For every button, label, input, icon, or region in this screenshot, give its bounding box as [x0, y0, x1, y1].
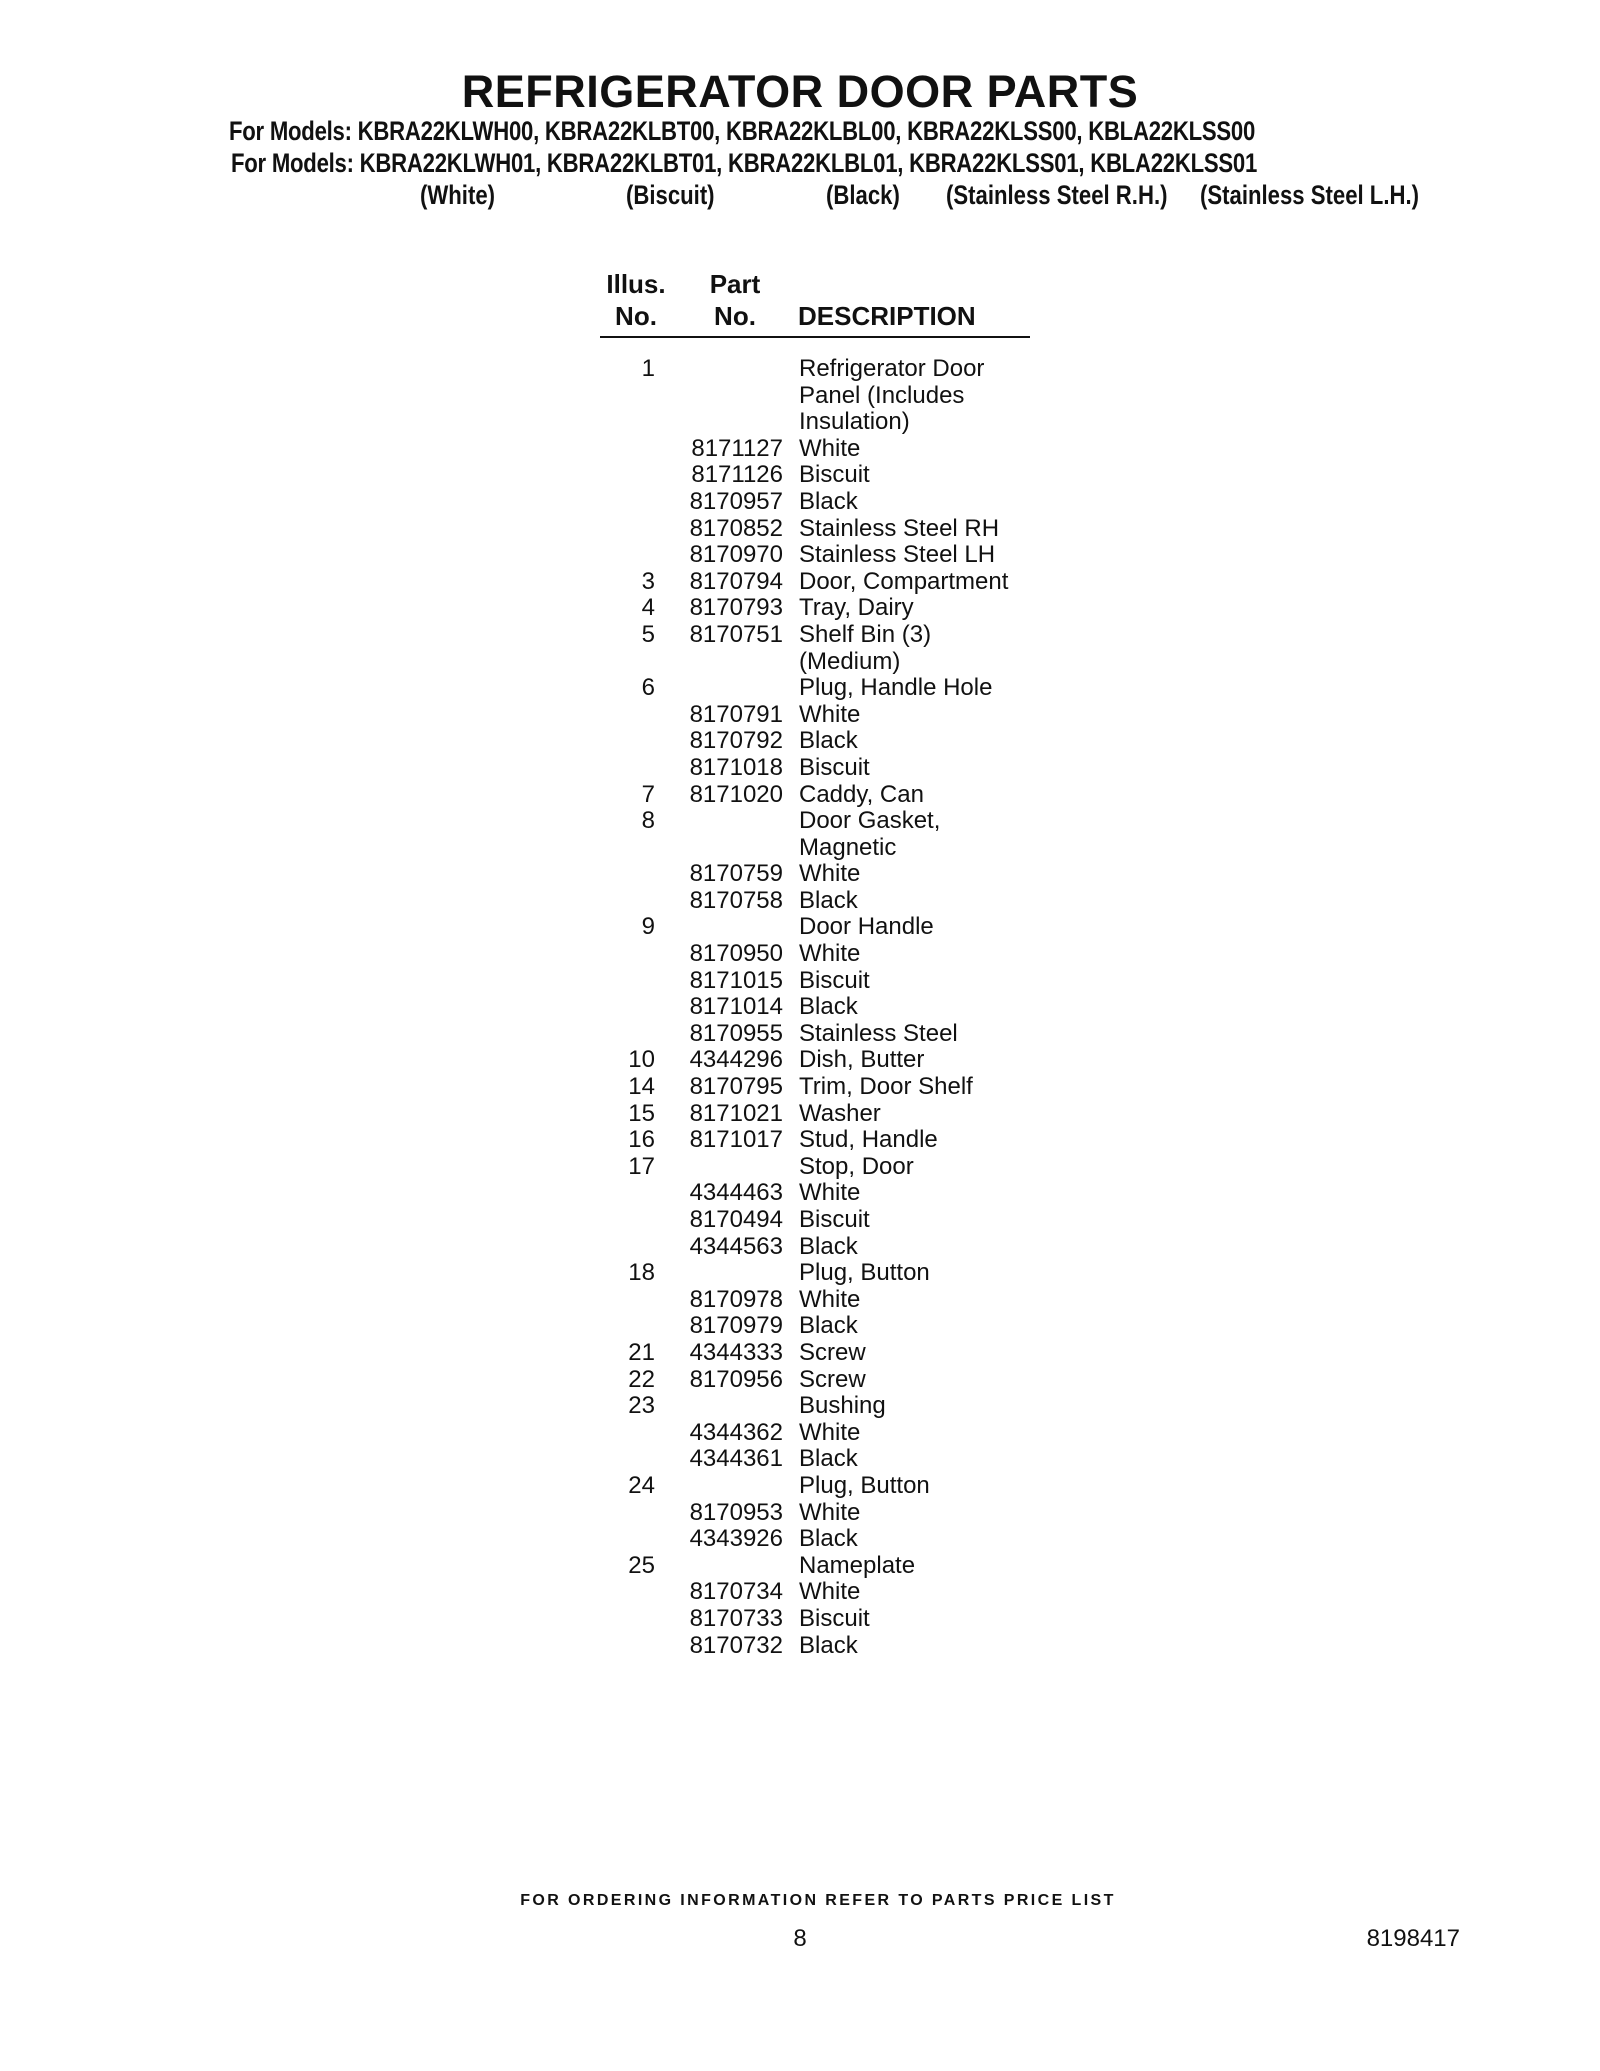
table-row	[600, 941, 1030, 968]
part-description: Black	[799, 487, 858, 515]
header-part-line-2: No.	[714, 301, 756, 331]
part-number	[655, 1260, 783, 1287]
part-description: Black	[799, 1312, 858, 1340]
part-number: 8170795	[689, 1073, 783, 1101]
table-row	[600, 888, 1030, 915]
illus-number	[600, 728, 655, 755]
table-row	[600, 649, 1030, 676]
table-row	[600, 1021, 1030, 1048]
illus-number	[600, 1446, 655, 1473]
part-number: 8171015	[689, 966, 783, 994]
illus-number: 7	[641, 780, 655, 808]
part-description: Washer	[799, 1099, 881, 1127]
part-description: Plug, Handle Hole	[799, 674, 993, 702]
part-description: (Medium)	[799, 647, 901, 675]
part-number: 8171126	[691, 461, 783, 489]
table-row	[600, 1579, 1030, 1606]
part-number	[655, 914, 783, 941]
illus-number	[600, 1207, 655, 1234]
ordering-note: FOR ORDERING INFORMATION REFER TO PARTS PRICE LIST	[520, 1892, 1116, 1909]
page-number: 8	[793, 1925, 807, 1952]
illus-number: 6	[641, 674, 655, 702]
illus-number	[600, 994, 655, 1021]
illus-number: 25	[628, 1551, 655, 1579]
illus-number: 15	[628, 1099, 655, 1127]
part-description: Tray, Dairy	[799, 594, 914, 622]
part-description: Black	[799, 1631, 858, 1659]
part-number: 4344463	[689, 1179, 783, 1207]
illus-number	[600, 542, 655, 569]
table-row	[600, 409, 1030, 436]
part-description: Screw	[799, 1338, 866, 1366]
part-description: Door Gasket,	[799, 807, 941, 835]
part-number: 4344333	[689, 1338, 783, 1366]
part-number: 8170759	[689, 860, 783, 888]
table-row	[600, 1473, 1030, 1500]
part-description: Door, Compartment	[799, 567, 1009, 595]
illus-number	[600, 1180, 655, 1207]
part-number	[655, 356, 783, 383]
color-label-white: (White)	[420, 180, 496, 210]
table-row	[600, 1340, 1030, 1367]
part-number	[655, 409, 783, 436]
part-description: Stainless Steel RH	[799, 514, 1000, 542]
part-description: Screw	[799, 1365, 866, 1393]
illus-number	[600, 1021, 655, 1048]
part-number: 8171127	[691, 434, 783, 462]
parts-table	[600, 268, 1030, 1659]
part-description: Black	[799, 727, 858, 755]
table-row	[600, 1313, 1030, 1340]
part-description: White	[799, 1418, 861, 1446]
part-description: Plug, Button	[799, 1471, 930, 1499]
table-row	[600, 808, 1030, 835]
illus-number: 18	[628, 1259, 655, 1287]
part-description: Black	[799, 1445, 858, 1473]
part-description: White	[799, 1578, 861, 1606]
part-description: White	[799, 1285, 861, 1313]
illus-number	[600, 462, 655, 489]
illus-number: 21	[628, 1338, 655, 1366]
part-number: 8170955	[689, 1019, 783, 1047]
part-description: Biscuit	[799, 1206, 870, 1233]
part-description: Black	[799, 993, 858, 1021]
part-number: 8170978	[689, 1285, 783, 1313]
model-list-line-1: For Models: KBRA22KLWH00, KBRA22KLBT00, KBRA22KLBL00, KBRA22KLSS00, KBLA22KLSS00	[229, 116, 1256, 146]
table-row	[600, 728, 1030, 755]
table-row	[600, 968, 1030, 995]
illus-number: 1	[641, 355, 655, 382]
table-row	[600, 622, 1030, 649]
part-number: 8170494	[689, 1206, 783, 1233]
illus-number	[600, 941, 655, 968]
illus-number	[600, 516, 655, 543]
part-number: 8170794	[689, 567, 783, 595]
table-row	[600, 383, 1030, 410]
part-number	[655, 675, 783, 702]
part-number: 4343926	[689, 1525, 783, 1553]
header-description: DESCRIPTION	[798, 301, 976, 331]
illus-number: 5	[641, 620, 655, 648]
header-illus-line-2: No.	[615, 301, 657, 331]
part-description: Biscuit	[799, 461, 870, 489]
illus-number	[600, 835, 655, 862]
color-label-stainless-lh: (Stainless Steel L.H.)	[1200, 180, 1420, 210]
part-number: 4344296	[689, 1046, 783, 1074]
illus-number: 14	[628, 1073, 655, 1101]
part-number: 8170852	[689, 514, 783, 542]
illus-number: 17	[628, 1152, 655, 1180]
part-description: White	[799, 940, 861, 968]
color-label-stainless-rh: (Stainless Steel R.H.)	[946, 180, 1168, 210]
illus-number: 23	[628, 1392, 655, 1420]
table-row	[600, 914, 1030, 941]
illus-number	[600, 1234, 655, 1261]
table-row	[600, 835, 1030, 862]
illus-number	[600, 649, 655, 676]
table-row	[600, 1633, 1030, 1660]
table-row	[600, 1101, 1030, 1128]
part-description: Stop, Door	[799, 1152, 914, 1180]
table-row	[600, 755, 1030, 782]
table-row	[600, 1127, 1030, 1154]
color-label-biscuit: (Biscuit)	[626, 180, 715, 210]
part-number: 4344563	[689, 1232, 783, 1260]
part-number: 8170957	[689, 487, 783, 515]
table-row	[600, 1154, 1030, 1181]
illus-number	[600, 702, 655, 729]
part-number	[655, 835, 783, 862]
document-number: 8198417	[1366, 1925, 1460, 1952]
part-number: 8170970	[689, 541, 783, 569]
illus-number	[600, 755, 655, 782]
table-row	[600, 516, 1030, 543]
table-row	[600, 462, 1030, 489]
illus-number	[600, 861, 655, 888]
table-row	[600, 436, 1030, 463]
table-row	[600, 1606, 1030, 1633]
table-row	[600, 994, 1030, 1021]
part-number: 8170751	[689, 620, 783, 648]
part-number: 8170734	[689, 1578, 783, 1606]
table-row	[600, 1180, 1030, 1207]
part-description: Caddy, Can	[799, 780, 924, 808]
table-row	[600, 1047, 1030, 1074]
part-number: 8171017	[689, 1126, 783, 1154]
part-number: 8171014	[689, 993, 783, 1021]
table-row	[600, 1287, 1030, 1314]
part-description: Black	[799, 1232, 858, 1260]
part-description: Nameplate	[799, 1551, 916, 1579]
table-row	[600, 542, 1030, 569]
table-row	[600, 702, 1030, 729]
part-number: 8170791	[689, 700, 783, 728]
part-description: Dish, Butter	[799, 1046, 925, 1074]
table-row	[600, 1420, 1030, 1447]
table-row	[600, 1553, 1030, 1580]
part-number: 8170950	[689, 940, 783, 968]
illus-number	[600, 1579, 655, 1606]
illus-number	[600, 968, 655, 995]
illus-number	[600, 436, 655, 463]
header-part-line-1: Part	[709, 269, 761, 299]
header-illus-line-1: Illus.	[606, 269, 666, 299]
table-row	[600, 1367, 1030, 1394]
table-row	[600, 489, 1030, 516]
part-description: Plug, Button	[799, 1259, 930, 1287]
part-description: White	[799, 434, 861, 462]
table-row	[600, 1526, 1030, 1553]
illus-number	[600, 409, 655, 436]
part-number: 8171018	[689, 753, 783, 781]
illus-number: 8	[641, 807, 655, 835]
table-row	[600, 1500, 1030, 1527]
part-number: 8170953	[689, 1498, 783, 1526]
part-number: 8171020	[689, 780, 783, 808]
illus-number: 10	[628, 1046, 655, 1074]
part-description: Stainless Steel	[799, 1019, 958, 1047]
parts-table-body	[600, 338, 1030, 1659]
illus-number	[600, 888, 655, 915]
illus-number: 22	[628, 1365, 655, 1393]
model-list-line-2: For Models: KBRA22KLWH01, KBRA22KLBT01, KBRA22KLBL01, KBRA22KLSS01, KBLA22KLSS01	[231, 148, 1258, 178]
illus-number: 9	[641, 913, 655, 941]
part-number: 4344362	[689, 1418, 783, 1446]
table-row	[600, 1260, 1030, 1287]
illus-number	[600, 383, 655, 410]
part-description: Black	[799, 1525, 858, 1553]
part-description: White	[799, 1498, 861, 1526]
part-description: Refrigerator Door	[799, 355, 985, 382]
part-number	[655, 1553, 783, 1580]
parts-table-header	[600, 268, 1030, 338]
part-description: Panel (Includes	[799, 381, 965, 409]
table-row	[600, 356, 1030, 383]
part-description: White	[799, 1179, 861, 1207]
part-description: Biscuit	[799, 753, 870, 781]
part-number	[655, 1473, 783, 1500]
part-description: White	[799, 700, 861, 728]
part-number: 8170979	[689, 1312, 783, 1340]
table-row	[600, 1207, 1030, 1234]
table-row	[600, 1234, 1030, 1261]
part-description: Black	[799, 886, 858, 914]
color-legend	[0, 180, 1600, 212]
part-description: Biscuit	[799, 1604, 870, 1632]
illus-number	[600, 1287, 655, 1314]
illus-number	[600, 1633, 655, 1660]
illus-number	[600, 1526, 655, 1553]
part-description: Biscuit	[799, 966, 870, 994]
illus-number	[600, 1500, 655, 1527]
part-number	[655, 808, 783, 835]
part-description: Stud, Handle	[799, 1126, 938, 1154]
color-label-black: (Black)	[826, 180, 900, 210]
part-description: White	[799, 860, 861, 888]
illus-number: 3	[641, 567, 655, 595]
table-row	[600, 675, 1030, 702]
part-description: Stainless Steel LH	[799, 541, 996, 569]
part-number	[655, 383, 783, 410]
part-number: 8171021	[689, 1099, 783, 1127]
table-row	[600, 1074, 1030, 1101]
illus-number	[600, 1313, 655, 1340]
table-row	[600, 861, 1030, 888]
part-number: 8170792	[689, 727, 783, 755]
illus-number	[600, 1606, 655, 1633]
table-row	[600, 782, 1030, 809]
part-number	[655, 1393, 783, 1420]
part-number: 8170732	[689, 1631, 783, 1659]
part-description: Insulation)	[799, 408, 910, 436]
illus-number: 4	[641, 594, 655, 622]
part-description: Bushing	[799, 1392, 886, 1420]
table-row	[600, 1446, 1030, 1473]
part-description: Shelf Bin (3)	[799, 620, 932, 648]
part-number	[655, 649, 783, 676]
illus-number: 16	[628, 1126, 655, 1154]
part-number: 4344361	[689, 1445, 783, 1473]
part-description: Magnetic	[799, 833, 897, 861]
illus-number	[600, 489, 655, 516]
part-description: Trim, Door Shelf	[799, 1073, 973, 1101]
part-number	[655, 1154, 783, 1181]
table-row	[600, 595, 1030, 622]
part-number: 8170733	[689, 1604, 783, 1632]
part-number: 8170758	[689, 886, 783, 914]
part-description: Door Handle	[799, 913, 934, 941]
table-row	[600, 569, 1030, 596]
page-title: REFRIGERATOR DOOR PARTS	[461, 66, 1139, 117]
illus-number: 24	[628, 1471, 655, 1499]
part-number: 8170956	[689, 1365, 783, 1393]
table-row	[600, 1393, 1030, 1420]
illus-number	[600, 1420, 655, 1447]
part-number: 8170793	[689, 594, 783, 622]
